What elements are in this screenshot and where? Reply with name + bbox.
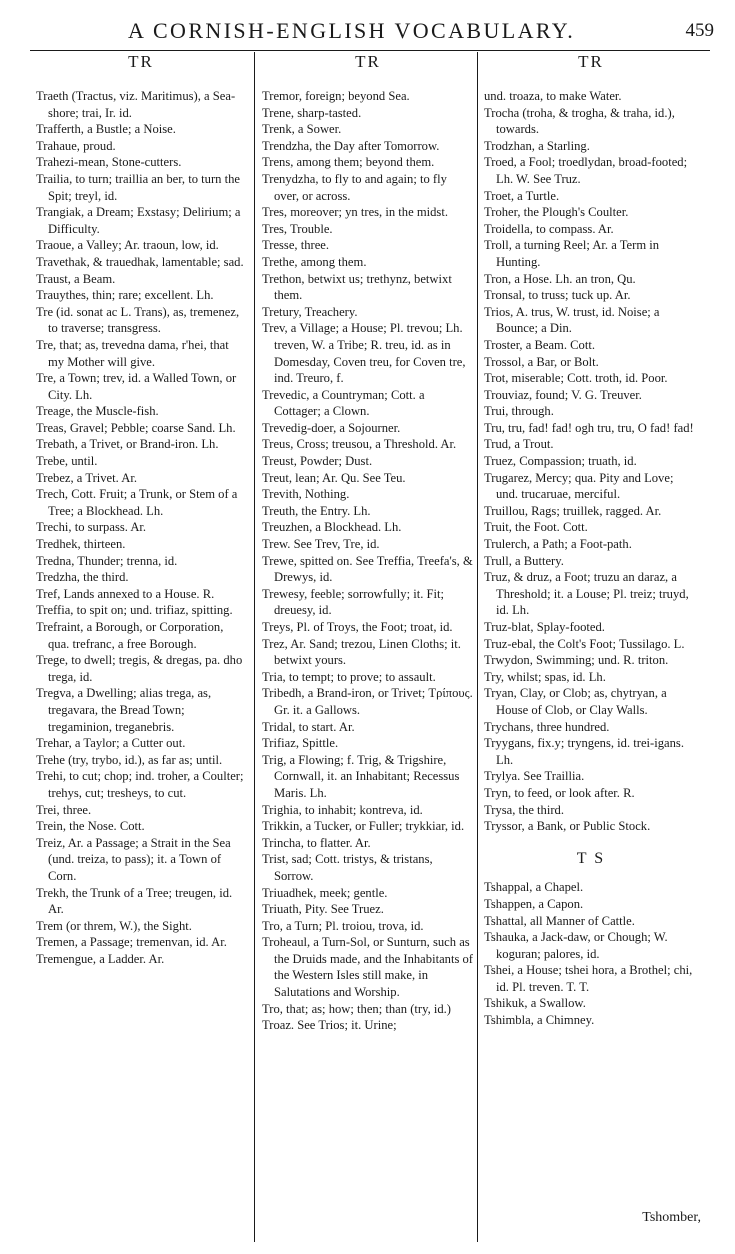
dictionary-entry: Tretury, Treachery. [262,304,358,319]
dictionary-entry: Trehi, to cut; chop; ind. troher, a Coulter; trehys, cut; tresheys, to cut. [36,769,244,800]
column-head-1: TR [128,52,154,71]
dictionary-entry: Trifiaz, Spittle. [262,736,339,751]
dictionary-entry: Truit, the Foot. Cott. [484,520,588,535]
dictionary-entry: Treage, the Muscle-fish. [36,404,159,419]
dictionary-entry: Trud, a Trout. [484,437,554,452]
dictionary-entry: Trenydzha, to fly to and again; to fly over, or across. [262,171,447,203]
dictionary-entry: Trychans, three hundred. [484,719,610,734]
dictionary-entry: Trahaue, proud. [36,138,116,153]
dictionary-entry: Tres, moreover; yn tres, in the midst. [262,205,448,220]
dictionary-entry: Treuzhen, a Blockhead. Lh. [262,520,402,535]
dictionary-entry: Tria, to tempt; to prove; to assault. [262,669,436,684]
dictionary-entry: Trangiak, a Dream; Exstasy; Delirium; a Difficulty. [36,205,241,236]
column-3 [484,88,698,1029]
dictionary-entry: Trehe (try, trybo, id.), as far as; until. [36,752,223,767]
dictionary-entry: Treust, Powder; Dust. [262,454,373,469]
dictionary-entry: Trew. See Trev, Tre, id. [262,537,380,552]
column-head-3: TR [578,52,604,71]
dictionary-entry: Tresse, three. [262,238,330,253]
dictionary-entry: Tshattal, all Manner of Cattle. [484,913,635,928]
dictionary-entry: Trevedic, a Countryman; Cott. a Cottager; a Clown. [262,387,425,419]
dictionary-entry: Troster, a Beam. Cott. [484,337,595,352]
dictionary-entry: Triuath, Pity. See Truez. [262,902,384,917]
column-head-2: TR [355,52,381,71]
dictionary-entry: Tremor, foreign; beyond Sea. [262,89,410,103]
dictionary-entry: Trewe, spitted on. See Treffia, Treefa's, & Drewys, id. [262,553,473,585]
dictionary-entry: Trylya. See Traillia. [484,769,585,784]
dictionary-entry: Troheaul, a Turn-Sol, or Sunturn, such as the Druids made, and the Inhabitants of the Western Isles still make, in Salutations and Worship. [262,935,473,1000]
dictionary-entry: Tridal, to start. Ar. [262,719,355,734]
dictionary-entry: Truz-ebal, the Colt's Foot; Tussilago. L. [484,636,685,651]
dictionary-entry: Troll, a turning Reel; Ar. a Term in Hunting. [484,238,660,269]
dictionary-entry: Tredna, Thunder; trenna, id. [36,553,178,568]
dictionary-entry: Trens, among them; beyond them. [262,155,435,170]
dictionary-entry: Tshei, a House; tshei hora, a Brothel; chi, id. Pl. treven. T. T. [484,963,693,994]
dictionary-entry: Trem (or threm, W.), the Sight. [36,918,192,933]
dictionary-entry: Tremengue, a Ladder. Ar. [36,951,165,966]
dictionary-entry: Trios, A. trus, W. trust, id. Noise; a Bounce; a Din. [484,304,660,336]
dictionary-entry: Trev, a Village; a House; Pl. trevou; Lh. treven, W. a Tribe; R. treu, id. as in Domesday, Coven treu, for Coven tre, ind. Treuro, f. [262,321,466,386]
dictionary-entry: Tre, that; as, trevedna dama, r'hei, that my Mother will give. [36,337,229,369]
dictionary-entry: Traust, a Beam. [36,271,116,286]
dictionary-entry: Treus, Cross; treusou, a Threshold. Ar. [262,437,457,452]
dictionary-entry: Tredhek, thirteen. [36,537,126,552]
dictionary-entry: Tshauka, a Jack-daw, or Chough; W. koguran; palores, id. [484,930,668,961]
dictionary-entry: Triuadhek, meek; gentle. [262,885,388,900]
dictionary-entry: Tremen, a Passage; tremenvan, id. Ar. [36,935,227,950]
dictionary-entry: Trebe, until. [36,454,98,469]
dictionary-entry: Treiz, Ar. a Passage; a Strait in the Sea (und. treiza, to pass); it. a Town of Corn. [36,835,231,883]
dictionary-entry: Trefraint, a Borough, or Corporation, qua. trefranc, a free Borough. [36,620,224,651]
dictionary-entry: Trot, miserable; Cott. troth, id. Poor. [484,371,668,386]
dictionary-entry: Trene, sharp-tasted. [262,105,362,120]
dictionary-entry: Tro, a Turn; Pl. troiou, trova, id. [262,918,424,933]
dictionary-entry: Tre, a Town; trev, id. a Walled Town, or City. Lh. [36,371,237,402]
dictionary-entry: Trech, Cott. Fruit; a Trunk, or Stem of a Tree; a Blockhead. Lh. [36,487,238,518]
dictionary-entry: Troher, the Plough's Coulter. [484,205,629,220]
dictionary-entry: Trebez, a Trivet. Ar. [36,470,137,485]
dictionary-entry: Trodzhan, a Starling. [484,138,590,153]
dictionary-entry: Trugarez, Mercy; qua. Pity and Love; und. trucaruae, merciful. [484,470,674,502]
dictionary-entry: Trei, three. [36,802,92,817]
dictionary-entry: Trahezi-mean, Stone-cutters. [36,155,182,170]
dictionary-entry: Trighia, to inhabit; kontreva, id. [262,802,423,817]
dictionary-entry: Trui, through. [484,404,554,419]
dictionary-entry: Traeth (Tractus, viz. Maritimus), a Sea-shore; trai, Ir. id. [36,89,236,120]
dictionary-entry: Trenk, a Sower. [262,122,342,137]
dictionary-entry: Tryygans, fix.y; tryngens, id. trei-igans. Lh. [484,736,684,767]
dictionary-entry: Tre (id. sonat ac L. Trans), as, tremenez, to traverse; transgress. [36,304,240,336]
dictionary-entry: Tres, Trouble. [262,221,333,236]
running-title: A CORNISH-ENGLISH VOCABULARY. [128,18,576,43]
dictionary-entry: Trig, a Flowing; f. Trig, & Trigshire, Cornwall, it. an Inhabitant; Recessus Maris. Lh. [262,752,460,800]
column-divider-1 [254,52,255,1242]
column-1 [36,88,246,967]
column-2 [262,88,474,1034]
dictionary-entry: Tshimbla, a Chimney. [484,1013,595,1028]
dictionary-entry: Trossol, a Bar, or Bolt. [484,354,599,369]
dictionary-entry: Try, whilst; spas, id. Lh. [484,669,606,684]
dictionary-entry: Travethak, & trauedhak, lamentable; sad. [36,254,244,269]
dictionary-entry: Trulerch, a Path; a Foot-path. [484,537,632,552]
section-heading-ts: T S [576,849,606,867]
dictionary-entry: Trouviaz, found; V. G. Treuver. [484,387,642,402]
dictionary-entry: Trehar, a Taylor; a Cutter out. [36,736,186,751]
dictionary-entry: Tryssor, a Bank, or Public Stock. [484,819,651,834]
dictionary-entry: Tredzha, the third. [36,570,129,585]
dictionary-entry: Tron, a Hose. Lh. an tron, Qu. [484,271,636,286]
dictionary-entry: Tribedh, a Brand-iron, or Trivet; Τρίπους. Gr. it. a Gallows. [262,686,473,717]
dictionary-entry: Trysa, the third. [484,802,564,817]
dictionary-entry: Tshappal, a Chapel. [484,880,584,895]
dictionary-entry: und. troaza, to make Water. [484,89,622,103]
dictionary-entry: Tro, that; as; how; then; than (try, id.) [262,1001,452,1016]
dictionary-entry: Tshappen, a Capon. [484,896,584,911]
dictionary-entry: Treys, Pl. of Troys, the Foot; troat, id. [262,620,453,634]
dictionary-entry: Tref, Lands annexed to a House. R. [36,586,215,601]
dictionary-entry: Truillou, Rags; truillek, ragged. Ar. [484,503,662,518]
dictionary-entry: Troed, a Fool; troedlydan, broad-footed; Lh. W. See Truz. [484,155,688,186]
dictionary-entry: Trauythes, thin; rare; excellent. Lh. [36,288,214,303]
dictionary-entry: Treut, lean; Ar. Qu. See Teu. [262,470,406,485]
dictionary-entry: Trafferth, a Bustle; a Noise. [36,122,176,137]
dictionary-entry: Trege, to dwell; tregis, & dregas, pa. dho trega, id. [36,653,243,684]
dictionary-entry: Truz-blat, Splay-footed. [484,620,605,634]
dictionary-entry: Treuth, the Entry. Lh. [262,503,371,518]
dictionary-entry: Trechi, to surpass. Ar. [36,520,147,535]
dictionary-entry: Treffia, to spit on; und. trifiaz, spitting. [36,603,233,618]
dictionary-entry: Trincha, to flatter. Ar. [262,835,371,850]
dictionary-entry: Trull, a Buttery. [484,553,564,568]
dictionary-entry: Troaz. See Trios; it. Urine; [262,1018,397,1033]
dictionary-entry: Trez, Ar. Sand; trezou, Linen Cloths; it. betwixt yours. [262,636,461,668]
dictionary-entry: Trailia, to turn; traillia an ber, to turn the Spit; treyl, id. [36,171,240,203]
dictionary-entry: Trevedig-doer, a Sojourner. [262,420,401,435]
dictionary-entry: Troet, a Turtle. [484,188,560,203]
dictionary-entry: Tregva, a Dwelling; alias trega, as, tregavara, the Bread Town; tregaminion, treganebris. [36,686,212,734]
dictionary-entry: Trocha (troha, & trogha, & traha, id.), towards. [484,105,675,137]
dictionary-entry: Trebath, a Trivet, or Brand-iron. Lh. [36,437,219,452]
dictionary-entry: Trein, the Nose. Cott. [36,819,145,834]
dictionary-entry: Tshikuk, a Swallow. [484,996,586,1011]
dictionary-entry: Trekh, the Trunk of a Tree; treugen, id. Ar. [36,885,233,917]
dictionary-entry: Treas, Gravel; Pebble; coarse Sand. Lh. [36,420,236,435]
catchword: Tshomber, [642,1210,701,1225]
dictionary-entry: Troidella, to compass. Ar. [484,221,614,236]
dictionary-entry: Trendzha, the Day after Tomorrow. [262,138,440,153]
dictionary-entry: Trewesy, feeble; sorrowfully; it. Fit; dreuesy, id. [262,586,445,618]
dictionary-entry: Trwydon, Swimming; und. R. triton. [484,653,669,668]
dictionary-entry: Tronsal, to truss; tuck up. Ar. [484,288,631,303]
dictionary-entry: Tryn, to feed, or look after. R. [484,785,635,800]
dictionary-entry: Trethe, among them. [262,254,367,269]
dictionary-entry: Trethon, betwixt us; trethynz, betwixt them. [262,271,452,303]
dictionary-entry: Truz, & druz, a Foot; truzu an daraz, a Threshold; it. a Louse; Pl. treiz; truyd, id. Lh. [484,570,689,618]
dictionary-entry: Truez, Compassion; truath, id. [484,454,637,469]
column-divider-2 [477,52,478,1242]
dictionary-entry: Tryan, Clay, or Clob; as, chytryan, a House of Clob, or Clay Walls. [484,686,667,717]
page-number: 459 [685,20,714,41]
dictionary-entry: Traoue, a Valley; Ar. traoun, low, id. [36,238,219,253]
dictionary-entry: Trist, sad; Cott. tristys, & tristans, Sorrow. [262,852,433,883]
page-header [30,18,720,48]
dictionary-entry: Trikkin, a Tucker, or Fuller; trykkiar, id. [262,819,465,834]
dictionary-entry: Trevith, Nothing. [262,487,350,502]
dictionary-entry: Tru, tru, fad! fad! ogh tru, tru, O fad! fad! [484,420,694,435]
